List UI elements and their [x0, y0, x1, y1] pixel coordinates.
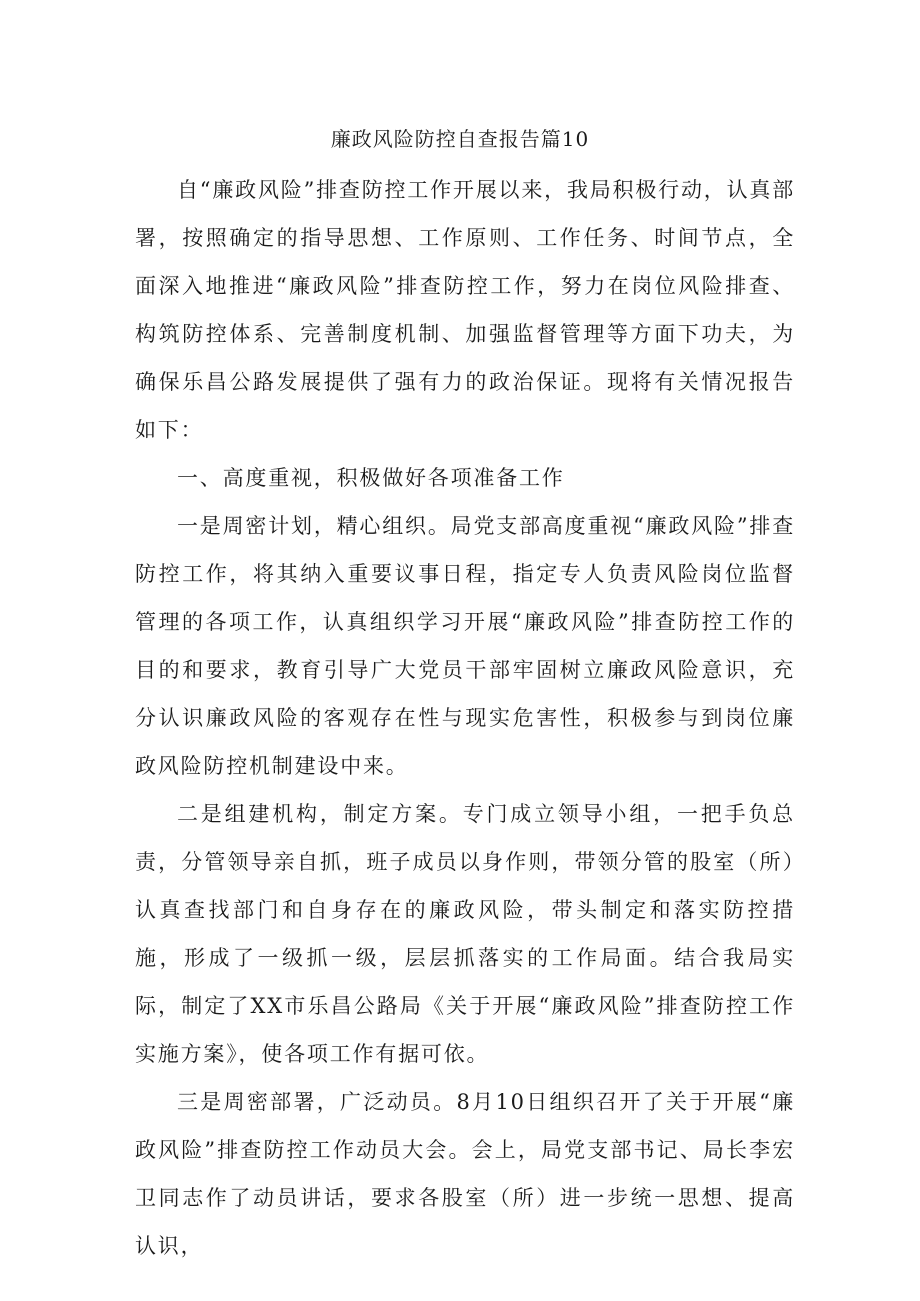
document-title: 廉政风险防控自查报告篇10 [330, 127, 590, 151]
section-heading: 一、高度重视，积极做好各项准备工作 [177, 466, 565, 490]
paragraph-point-1: 一是周密计划，精心组织。局党支部高度重视“廉政风险”排查防控工作，将其纳入重要议事日程，指定专人负责风险岗位监督管理的各项工作，认真组织学习开展“廉政风险”排查防控工作的目的和要求，教育引导广大党员干部牢固树立廉政风险意识，充分认识廉政风险的客观存在性与现实危害性，积极参与到岗位廉政风险防控机制建设中来。 [135, 514, 795, 778]
paragraph-intro: 自“廉政风险”排查防控工作开展以来，我局积极行动，认真部署，按照确定的指导思想、工作原则、工作任务、时间节点，全面深入地推进“廉政风险”排查防控工作，努力在岗位风险排查、构筑防控体系、完善制度机制、加强监督管理等方面下功夫，为确保乐昌公路发展提供了强有力的政治保证。现将有关情况报告如下： [135, 178, 795, 442]
paragraph-point-2: 二是组建机构，制定方案。专门成立领导小组，一把手负总责，分管领导亲自抓，班子成员以身作则，带领分管的股室（所）认真查找部门和自身存在的廉政风险，带头制定和落实防控措施，形成了一级抓一级，层层抓落实的工作局面。结合我局实际，制定了XX市乐昌公路局《关于开展“廉政风险”排查防控工作实施方案》，使各项工作有据可依。 [135, 802, 795, 1066]
document-body [135, 166, 795, 1270]
paragraph-point-3: 三是周密部署，广泛动员。8月10日组织召开了关于开展“廉政风险”排查防控工作动员大会。会上，局党支部书记、局长李宏卫同志作了动员讲话，要求各股室（所）进一步统一思想、提高认识， [135, 1090, 795, 1258]
